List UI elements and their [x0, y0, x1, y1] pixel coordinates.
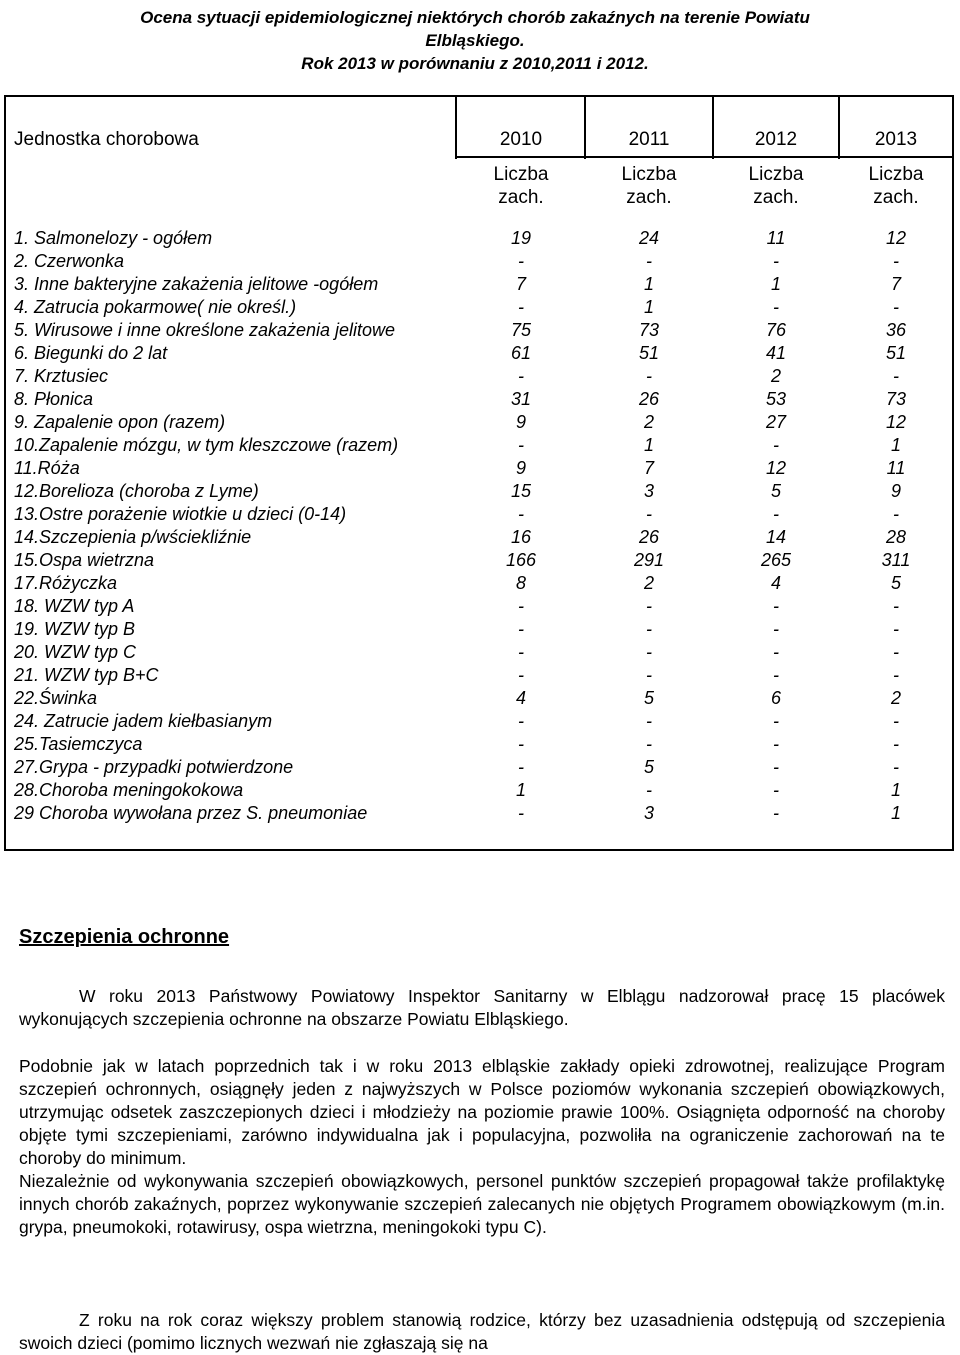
case-count: - — [773, 251, 779, 271]
case-count: 2 — [770, 366, 781, 386]
table-row — [6, 227, 952, 250]
count-header-line2: zach. — [626, 187, 672, 208]
case-count: 6 — [770, 688, 781, 708]
case-count: 12 — [885, 412, 907, 432]
case-count: - — [518, 251, 524, 271]
case-count: 5 — [890, 573, 901, 593]
table-row — [6, 296, 952, 319]
disease-name: 4. Zatrucia pokarmowe( nie określ.) — [14, 297, 297, 317]
case-count: - — [518, 757, 524, 777]
count-header-line1: Liczba — [748, 164, 804, 185]
disease-name: 9. Zapalenie opon (razem) — [14, 412, 226, 432]
disease-name: 22.Świnka — [14, 688, 98, 708]
disease-name: 12.Borelioza (choroba z Lyme) — [14, 481, 259, 501]
case-count: - — [518, 711, 524, 731]
case-count: - — [646, 734, 652, 754]
case-count: 19 — [510, 228, 532, 248]
table-row — [6, 779, 952, 802]
count-header-line1: Liczba — [868, 164, 924, 185]
table-row — [6, 710, 952, 733]
case-count: 31 — [510, 389, 532, 409]
table-divider — [712, 97, 714, 159]
case-count: - — [773, 711, 779, 731]
table-row — [6, 250, 952, 273]
table-row — [6, 411, 952, 434]
year-header-2012: 2012 — [754, 129, 798, 150]
disease-name: 21. WZW typ B+C — [14, 665, 159, 685]
case-count: - — [518, 297, 524, 317]
case-count: 1 — [890, 780, 901, 800]
case-count: - — [518, 734, 524, 754]
case-count: - — [646, 780, 652, 800]
case-count: 5 — [643, 757, 654, 777]
table-row — [6, 733, 952, 756]
case-count: 7 — [890, 274, 901, 294]
case-count: - — [773, 780, 779, 800]
paragraph-3-text: Niezależnie od wykonywania szczepień obowiązkowych, personel punktów szczepień propagował także profilaktykę innych chorób zakaźnych, poprzez wykonywanie szczepień zalecanych nie objętych Programem obowiązkowym (m.in. grypa, pneumokoki, rotawirusy, ospa wietrzna, meningokoki typu C). — [19, 1171, 945, 1237]
disease-name: 24. Zatrucie jadem kiełbasianym — [14, 711, 273, 731]
header-divider — [455, 156, 952, 158]
table-row — [6, 480, 952, 503]
case-count: 12 — [765, 458, 787, 478]
disease-name: 10.Zapalenie mózgu, w tym kleszczowe (razem) — [14, 435, 399, 455]
case-count: 3 — [643, 481, 654, 501]
year-header-2013: 2013 — [874, 129, 918, 150]
paragraph-1 — [19, 985, 945, 1031]
table-row — [6, 388, 952, 411]
case-count: - — [773, 435, 779, 455]
count-header-line2: zach. — [498, 187, 544, 208]
case-count: 1 — [515, 780, 526, 800]
case-count: - — [518, 366, 524, 386]
case-count: 51 — [638, 343, 660, 363]
count-header-line1: Liczba — [621, 164, 677, 185]
case-count: - — [518, 435, 524, 455]
case-count: - — [646, 366, 652, 386]
case-count: 3 — [643, 803, 654, 823]
case-count: 1 — [890, 803, 901, 823]
case-count: - — [646, 251, 652, 271]
table-row — [6, 526, 952, 549]
table-row — [6, 802, 952, 825]
disease-name: 1. Salmonelozy - ogółem — [14, 228, 213, 248]
case-count: - — [893, 711, 899, 731]
case-count: 9 — [515, 458, 526, 478]
case-count: - — [518, 596, 524, 616]
case-count: 2 — [643, 412, 654, 432]
count-header — [716, 163, 836, 209]
case-count: 311 — [881, 550, 911, 570]
case-count: - — [893, 619, 899, 639]
case-count: - — [773, 803, 779, 823]
case-count: - — [518, 619, 524, 639]
table-row — [6, 641, 952, 664]
disease-name: 18. WZW typ A — [14, 596, 135, 616]
case-count: - — [646, 665, 652, 685]
disease-name: 25.Tasiemczyca — [14, 734, 143, 754]
case-count: 27 — [765, 412, 787, 432]
case-count: - — [646, 619, 652, 639]
case-count: 24 — [638, 228, 660, 248]
disease-name: 29 Choroba wywołana przez S. pneumoniae — [14, 803, 368, 823]
case-count: 7 — [515, 274, 526, 294]
disease-name: 19. WZW typ B — [14, 619, 136, 639]
case-count: - — [646, 711, 652, 731]
case-count: 5 — [770, 481, 781, 501]
table-row — [6, 503, 952, 526]
case-count: 1 — [890, 435, 901, 455]
case-count: 4 — [515, 688, 526, 708]
case-count: - — [518, 504, 524, 524]
case-count: - — [773, 665, 779, 685]
case-count: - — [773, 504, 779, 524]
case-count: 61 — [510, 343, 532, 363]
year-header-2010: 2010 — [499, 129, 543, 150]
column-header-disease: Jednostka chorobowa — [14, 129, 199, 150]
case-count: 11 — [766, 228, 786, 248]
case-count: 16 — [510, 527, 532, 547]
case-count: 4 — [770, 573, 781, 593]
case-count: 7 — [643, 458, 654, 478]
case-count: - — [518, 665, 524, 685]
case-count: 5 — [643, 688, 654, 708]
case-count: - — [893, 504, 899, 524]
case-count: - — [518, 642, 524, 662]
case-count: 9 — [890, 481, 901, 501]
case-count: - — [773, 734, 779, 754]
count-header — [461, 163, 581, 209]
case-count: 1 — [770, 274, 781, 294]
table-row — [6, 319, 952, 342]
paragraph-2 — [19, 1055, 945, 1239]
case-count: 2 — [643, 573, 654, 593]
disease-name: 13.Ostre porażenie wiotkie u dzieci (0-14) — [14, 504, 347, 524]
table-divider — [455, 97, 457, 159]
table-row — [6, 572, 952, 595]
disease-name: 28.Choroba meningokokowa — [14, 780, 244, 800]
disease-name: 20. WZW typ C — [14, 642, 137, 662]
case-count: 15 — [510, 481, 532, 501]
table-row — [6, 457, 952, 480]
paragraph-4 — [19, 1309, 945, 1355]
count-header-line2: zach. — [753, 187, 799, 208]
case-count: 36 — [885, 320, 907, 340]
case-count: 51 — [885, 343, 907, 363]
title-line-1: Ocena sytuacji epidemiologicznej niektórych chorób zakaźnych na terenie Powiatu — [140, 8, 810, 27]
table-row — [6, 618, 952, 641]
paragraph-2-text: Podobnie jak w latach poprzednich tak i w roku 2013 elbląskie zakłady opieki zdrowotnej, realizujące Program szczepień ochronnych, osiągnęły jeden z najwyższych w Polsce poziomów wykonania szczepień obowiązkowych, utrzymując odsetek zaszczepionych dzieci i młodzieży na poziomie prawie 100%. Osiągnięta odporność na choroby objęte tymi szczepieniami, zarówno indywidualna jak i populacyjna, pozwoliła na ograniczenie zachorowań na te choroby do minimum. — [19, 1056, 945, 1168]
case-count: - — [773, 297, 779, 317]
table-row — [6, 273, 952, 296]
count-header — [589, 163, 709, 209]
section-heading: Szczepienia ochronne — [19, 926, 230, 948]
disease-name: 7. Krztusiec — [14, 366, 109, 386]
case-count: - — [893, 297, 899, 317]
case-count: 166 — [505, 550, 537, 570]
disease-name: 15.Ospa wietrzna — [14, 550, 155, 570]
case-count: - — [893, 642, 899, 662]
case-count: 8 — [515, 573, 526, 593]
paragraph-4-text: Z roku na rok coraz większy problem stanowią rodzice, którzy bez uzasadnienia odstępują od szczepienia swoich dzieci (pomimo licznych wezwań nie zgłaszają się na — [19, 1310, 945, 1353]
case-count: - — [893, 596, 899, 616]
table-row — [6, 365, 952, 388]
table-row — [6, 434, 952, 457]
disease-name: 5. Wirusowe i inne określone zakażenia jelitowe — [14, 320, 396, 340]
disease-name: 11.Róża — [14, 458, 80, 478]
count-header-line1: Liczba — [493, 164, 549, 185]
case-count: 26 — [638, 527, 660, 547]
disease-name: 14.Szczepienia p/wściekliźnie — [14, 527, 252, 547]
document-title — [10, 6, 940, 75]
case-count: 12 — [885, 228, 907, 248]
case-count: - — [893, 665, 899, 685]
case-count: 73 — [885, 389, 907, 409]
table-row — [6, 687, 952, 710]
count-header-line2: zach. — [873, 187, 919, 208]
case-count: 1 — [643, 297, 654, 317]
case-count: 73 — [638, 320, 660, 340]
disease-name: 6. Biegunki do 2 lat — [14, 343, 168, 363]
case-count: - — [893, 757, 899, 777]
table-row — [6, 756, 952, 779]
case-count: - — [773, 757, 779, 777]
case-count: - — [773, 619, 779, 639]
paragraph-1-text: W roku 2013 Państwowy Powiatowy Inspektor Sanitarny w Elblągu nadzorował pracę 15 placówek wykonujących szczepienia ochronne na obszarze Powiatu Elbląskiego. — [19, 986, 945, 1029]
case-count: - — [773, 596, 779, 616]
case-count: - — [646, 642, 652, 662]
case-count: - — [646, 596, 652, 616]
case-count: 41 — [765, 343, 787, 363]
disease-name: 3. Inne bakteryjne zakażenia jelitowe -ogółem — [14, 274, 379, 294]
disease-name: 27.Grypa - przypadki potwierdzone — [14, 757, 294, 777]
case-count: - — [646, 504, 652, 524]
count-header — [836, 163, 956, 209]
case-count: 9 — [515, 412, 526, 432]
title-line-2: Elbląskiego. — [425, 31, 525, 50]
case-count: 291 — [633, 550, 665, 570]
disease-name: 8. Płonica — [14, 389, 94, 409]
disease-name: 17.Różyczka — [14, 573, 118, 593]
disease-table — [4, 95, 954, 851]
case-count: 2 — [890, 688, 901, 708]
table-row — [6, 549, 952, 572]
table-row — [6, 664, 952, 687]
case-count: - — [893, 734, 899, 754]
case-count: 75 — [510, 320, 532, 340]
case-count: 265 — [760, 550, 792, 570]
case-count: 28 — [885, 527, 907, 547]
case-count: - — [773, 642, 779, 662]
case-count: - — [893, 251, 899, 271]
table-row — [6, 595, 952, 618]
case-count: - — [518, 803, 524, 823]
case-count: 53 — [765, 389, 787, 409]
table-body — [6, 227, 952, 825]
case-count: 14 — [765, 527, 787, 547]
case-count: 1 — [643, 274, 654, 294]
disease-name: 2. Czerwonka — [14, 251, 125, 271]
case-count: - — [893, 366, 899, 386]
title-line-3: Rok 2013 w porównaniu z 2010,2011 i 2012. — [301, 54, 649, 73]
case-count: 1 — [643, 435, 654, 455]
table-divider — [584, 97, 586, 159]
case-count: 76 — [765, 320, 787, 340]
case-count: 26 — [638, 389, 660, 409]
year-header-2011: 2011 — [628, 129, 670, 150]
table-row — [6, 342, 952, 365]
case-count: 11 — [886, 458, 906, 478]
